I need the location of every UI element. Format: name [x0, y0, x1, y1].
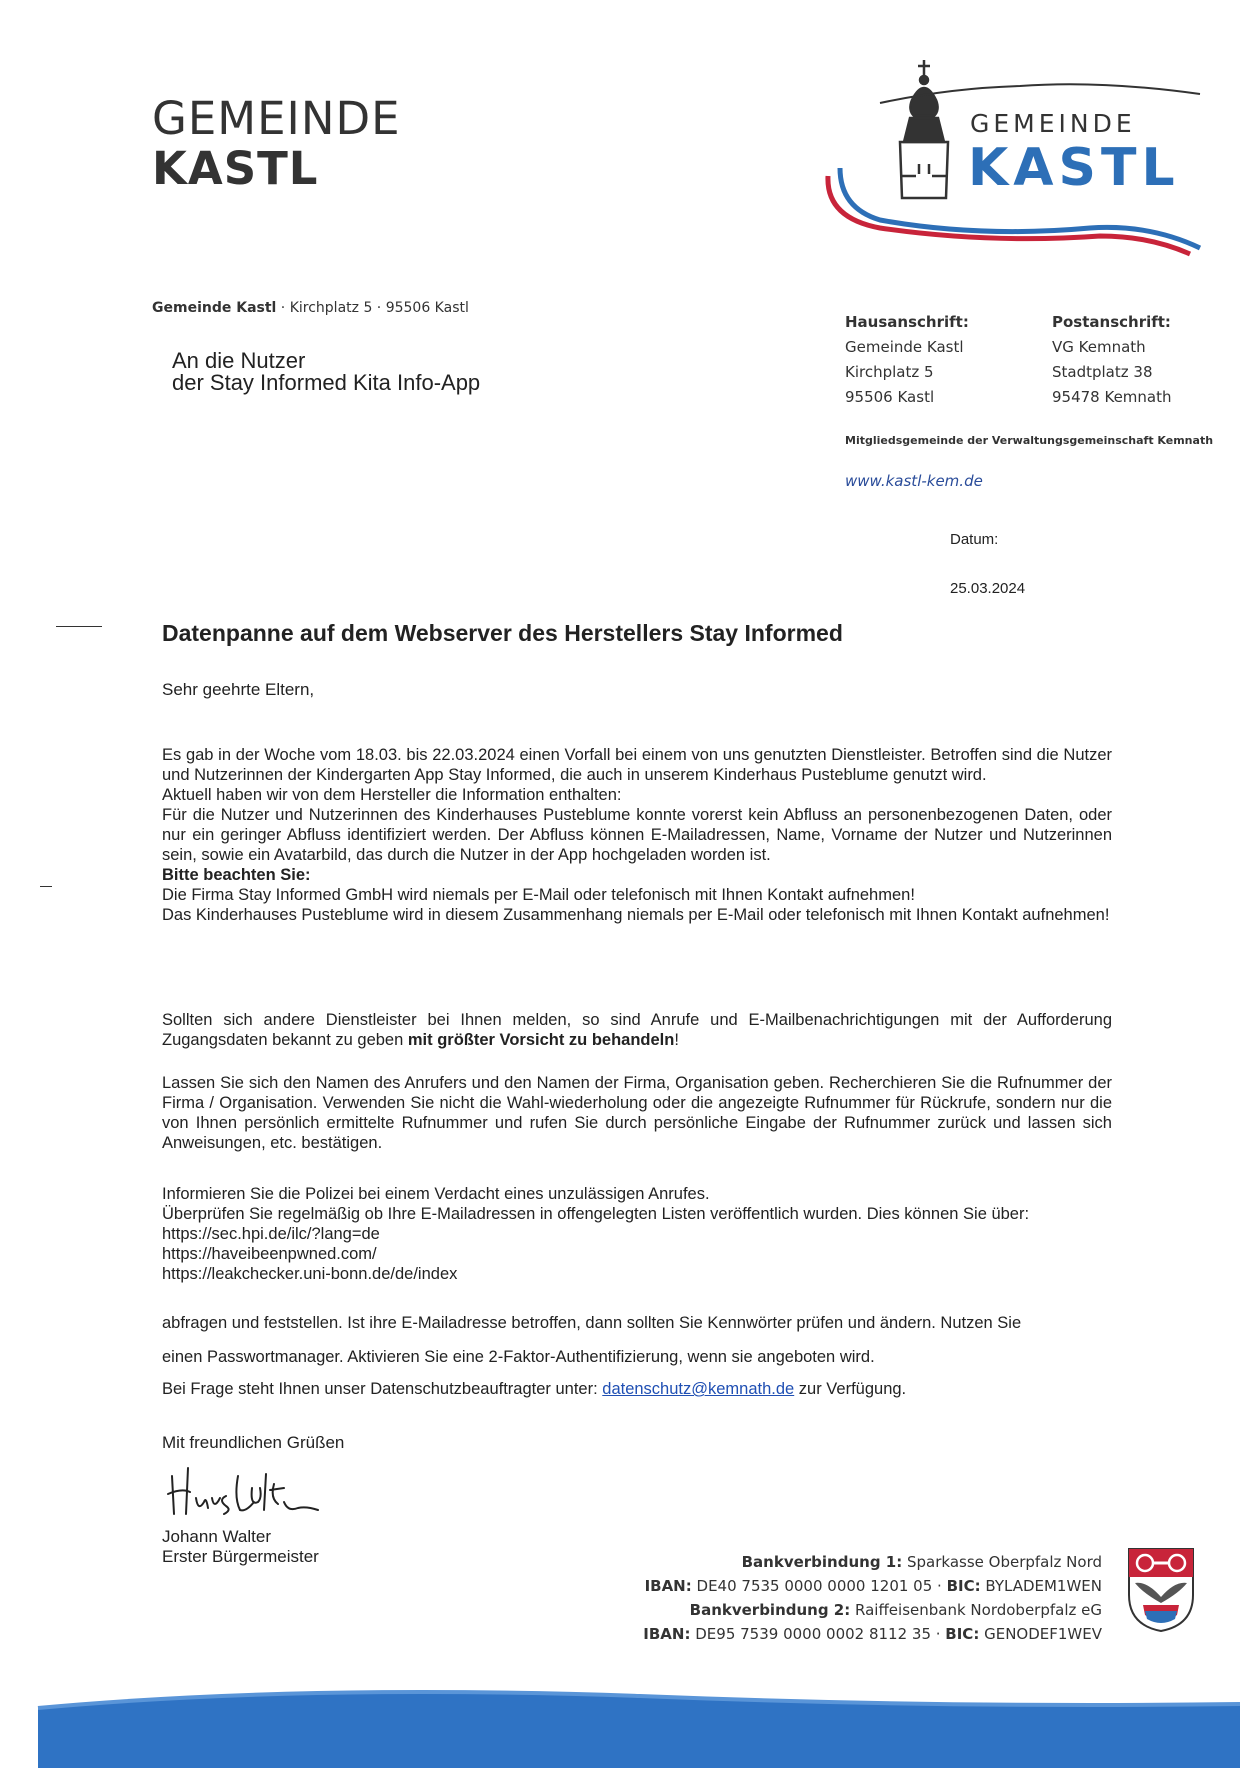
privacy-email-link[interactable]: datenschutz@kemnath.de: [602, 1380, 795, 1398]
bank-2-bic: GENODEF1WEV: [979, 1625, 1102, 1643]
signature-image: [166, 1458, 326, 1524]
bank-2-line: [643, 1598, 1102, 1622]
url-line[interactable]: https://haveibeenpwned.com/: [162, 1245, 377, 1263]
url-line[interactable]: https://sec.hpi.de/ilc/?lang=de: [162, 1225, 380, 1243]
postal-address: [1052, 310, 1172, 410]
house-address: [845, 310, 969, 410]
bank-2-name: Raiffeisenbank Nordoberpfalz eG: [850, 1601, 1102, 1619]
bank-2-label: Bankverbindung 2:: [689, 1601, 851, 1619]
paragraph-check-after: abfragen und feststellen. Ist ihre E-Mailadresse betroffen, dann sollten Sie Kennwörter prüfen und ändern. Nutzen Sie: [162, 1314, 1022, 1332]
recipient-line2: der Stay Informed Kita Info-App: [172, 370, 481, 395]
recipient-line1: An die Nutzer: [172, 348, 306, 373]
letter-salutation: Sehr geehrte Eltern,: [162, 680, 315, 699]
signer-title: Erster Bürgermeister: [162, 1547, 319, 1566]
paragraph-line: Es gab in der Woche vom 18.03. bis 22.03.2024 einen Vorfall bei einem von uns genutzten Dienstleister. Betroffen sind die Nutzer und Nutzerinnen der Kindergarten App Stay Informed, die auch in unserem Kinderhaus Pusteblume genutzt wird.: [162, 746, 1112, 784]
bank-1-line: [643, 1550, 1102, 1574]
postal-address-heading: Postanschrift:: [1052, 313, 1171, 331]
church-tower-icon: [900, 60, 948, 198]
website-link[interactable]: www.kastl-kem.de: [845, 472, 983, 490]
bank-2-iban: DE95 7539 0000 0002 8112 35 ·: [690, 1625, 946, 1643]
paragraph-check-leaks: [162, 1184, 1112, 1284]
coat-of-arms-icon: [1127, 1547, 1195, 1633]
date-label: Datum:: [950, 531, 999, 548]
logo-text-line2: KASTL: [968, 138, 1180, 198]
bank-1-iban-line: [643, 1574, 1102, 1598]
sender-name: Gemeinde Kastl: [152, 300, 277, 316]
paragraph-contact: [162, 1379, 1112, 1399]
iban-label: IBAN:: [644, 1577, 692, 1595]
bank-1-bic: BYLADEM1WEN: [980, 1577, 1102, 1595]
signer-block: [162, 1527, 319, 1567]
house-address-line: 95506 Kastl: [845, 388, 935, 406]
paragraph-line: Für die Nutzer und Nutzerinnen des Kinderhauses Pusteblume konnte vorerst kein Abfluss an personenbezogenen Daten, oder nur ein geringer Abfluss identifiziert werden. Der Abfluss können E-Mailadressen, Name, Vorname der Nutzer und Nutzerinnen sein, sowie ein Avatarbild, das durch die Nutzer in der App hochgeladen worden ist.: [162, 806, 1112, 864]
postal-address-line: VG Kemnath: [1052, 338, 1146, 356]
sender-line: [152, 300, 469, 316]
bank-1-iban: DE40 7535 0000 0000 1201 05 ·: [691, 1577, 947, 1595]
house-address-line: Gemeinde Kastl: [845, 338, 964, 356]
bic-label: BIC:: [946, 1577, 981, 1595]
postal-address-line: 95478 Kemnath: [1052, 388, 1172, 406]
contact-end: zur Verfügung.: [794, 1380, 907, 1398]
bank-2-iban-line: [643, 1622, 1102, 1646]
url-line[interactable]: https://leakchecker.uni-bonn.de/de/index: [162, 1265, 458, 1283]
notice-line: Das Kinderhauses Pusteblume wird in diesem Zusammenhang niemals per E-Mail oder telefonisch mit Ihnen Kontakt aufnehmen!: [162, 906, 1110, 924]
membership-note: Mitgliedsgemeinde der Verwaltungsgemeinschaft Kemnath: [845, 434, 1214, 447]
header-brand-line2: KASTL: [152, 142, 319, 195]
gemeinde-kastl-logo: [820, 58, 1210, 268]
caution-text: Sollten sich andere Dienstleister bei Ihnen melden, so sind Anrufe und E-Mailbenachrichtigungen mit der Aufforderung Zugangsdaten bekannt zu geben: [162, 1011, 1112, 1049]
bank-1-name: Sparkasse Oberpfalz Nord: [902, 1553, 1102, 1571]
paragraph-password-manager: einen Passwortmanager. Aktivieren Sie eine 2-Faktor-Authentifizierung, wenn sie angeboten wird.: [162, 1348, 875, 1366]
punch-mark: [40, 886, 52, 887]
date-value: 25.03.2024: [950, 580, 1026, 597]
paragraph-caution: [162, 1010, 1112, 1050]
paragraph-verify-caller: Lassen Sie sich den Namen des Anrufers und den Namen der Firma, Organisation geben. Recherchieren Sie die Rufnummer der Firma / Organisation. Verwenden Sie nicht die Wahl-wiederholung oder die angezeigte Rufnummer für Rückrufe, sondern nur die von Ihnen persönlich ermittelte Rufnummer und rufen Sie durch persönliche Eingabe der Rufnummer zurück und lassen sich Anweisungen, etc. bestätigen.: [162, 1074, 1112, 1152]
notice-heading: Bitte beachten Sie:: [162, 866, 311, 884]
house-address-heading: Hausanschrift:: [845, 313, 969, 331]
bic-label: BIC:: [945, 1625, 980, 1643]
paragraph-line: Aktuell haben wir von dem Hersteller die Information enthalten:: [162, 786, 622, 804]
house-address-line: Kirchplatz 5: [845, 363, 934, 381]
sender-address: · Kirchplatz 5 · 95506 Kastl: [276, 300, 469, 316]
caution-end: !: [674, 1031, 679, 1049]
iban-label: IBAN:: [643, 1625, 691, 1643]
closing-greeting: Mit freundlichen Grüßen: [162, 1433, 345, 1452]
header-brand-line1: GEMEINDE: [152, 92, 401, 145]
paragraph-incident: [162, 745, 1112, 925]
signer-name: Johann Walter: [162, 1527, 271, 1546]
letter-subject: Datenpanne auf dem Webserver des Herstellers Stay Informed: [162, 620, 843, 646]
postal-address-line: Stadtplatz 38: [1052, 363, 1153, 381]
bank-1-label: Bankverbindung 1:: [741, 1553, 903, 1571]
fold-mark: [56, 626, 102, 627]
contact-text: Bei Frage steht Ihnen unser Datenschutzbeauftragter unter:: [162, 1380, 603, 1398]
footer-wave: [0, 1650, 1250, 1768]
logo-text-line1: GEMEINDE: [970, 109, 1136, 138]
bank-details: [643, 1550, 1102, 1646]
police-line: Informieren Sie die Polizei bei einem Verdacht eines unzulässigen Anrufes.: [162, 1185, 710, 1203]
notice-line: Die Firma Stay Informed GmbH wird niemals per E-Mail oder telefonisch mit Ihnen Kontakt aufnehmen!: [162, 886, 915, 904]
caution-emphasis: mit größter Vorsicht zu behandeln: [407, 1031, 675, 1049]
check-line: Überprüfen Sie regelmäßig ob Ihre E-Mailadressen in offengelegten Listen veröffentlich wurden. Dies können Sie über:: [162, 1205, 1030, 1223]
recipient-block: [172, 350, 480, 394]
